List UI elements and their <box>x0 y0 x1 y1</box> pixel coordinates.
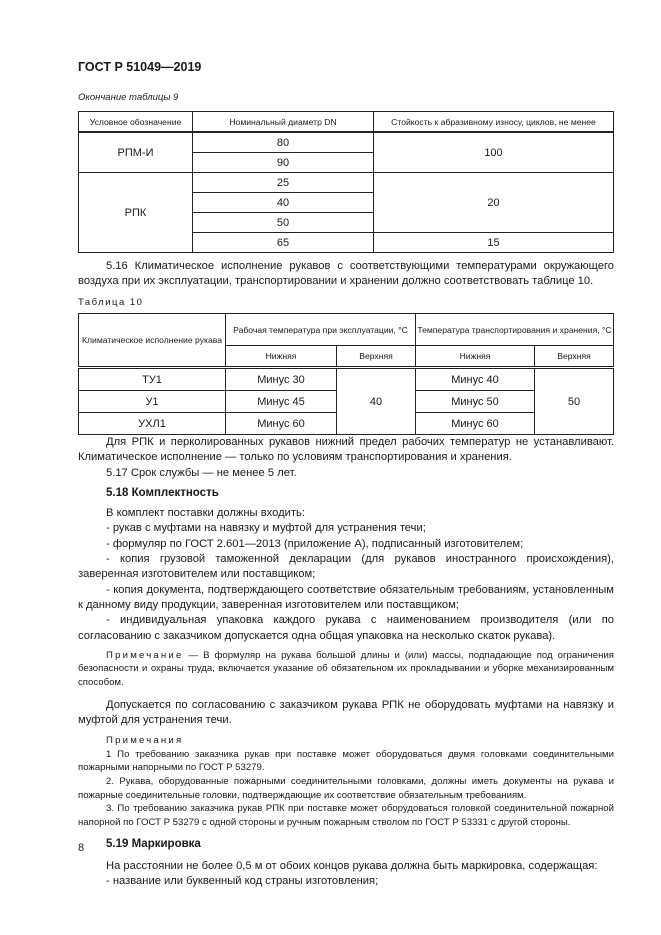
table-cell: Минус 50 <box>416 391 535 413</box>
table-cell: Минус 30 <box>226 368 337 391</box>
table-cell: 90 <box>193 153 374 173</box>
table-cell: Минус 60 <box>226 413 337 435</box>
note-label: Примечание <box>106 649 184 661</box>
page-number: 8 <box>78 842 85 854</box>
document-header: ГОСТ Р 51049—2019 <box>78 60 202 74</box>
table-cell: 50 <box>535 368 614 435</box>
body-text <box>78 435 614 889</box>
note-item: 2. Рукава, оборудованные пожарными соединительными головками, должны иметь документы на рукава и пожарные соединительные головки, подтверждающие их соответствие обязательным требованиям. <box>78 776 614 801</box>
notes <box>78 734 614 829</box>
table-cell: 65 <box>193 233 374 253</box>
table-cell: 80 <box>193 132 374 153</box>
table-cell: Минус 60 <box>416 413 535 435</box>
list-item: - рукав с муфтами на навязку и муфтой для устранения течи; <box>106 522 426 535</box>
section-heading: 5.19 Маркировка <box>106 838 201 851</box>
table-header: Стойкость к абразивному износу, циклов, не менее <box>374 112 614 133</box>
table-9 <box>78 111 614 253</box>
table-cell: 20 <box>374 173 614 233</box>
note-item: 3. По требованию заказчика рукав РПК при поставке может оборудоваться головкой соединительной пожарной напорной по ГОСТ Р 53279 с одной стороны и ручным пожарным стволом по ГОСТ Р 53331 с другой стороны. <box>78 803 614 828</box>
table-header: Нижняя <box>416 346 535 368</box>
list-item: - название или буквенный код страны изготовления; <box>106 874 379 887</box>
note-item: 1 По требованию заказчика рукав при поставке может оборудоваться двумя головками соединительными пожарными напорными по ГОСТ Р 53279. <box>78 748 614 774</box>
table-cell: 15 <box>374 233 614 253</box>
table9-caption: Окончание таблицы 9 <box>78 92 179 103</box>
notes-label: Примечания <box>106 735 184 747</box>
table-10 <box>78 313 614 435</box>
paragraph: Допускается по согласованию с заказчиком рукава РПК не оборудовать муфтами на навязку и муфтой для устранения течи. <box>78 698 614 726</box>
table-cell: РПК <box>79 173 193 253</box>
section-heading: 5.18 Комплектность <box>106 486 219 499</box>
table-cell: 50 <box>193 213 374 233</box>
list-item: - копия грузовой таможенной декларации (для рукавов иностранного происхождения), заверенная изготовителем или поставщиком; <box>78 553 614 581</box>
table-header: Нижняя <box>226 346 337 368</box>
table-cell: 40 <box>193 193 374 213</box>
list-item: - копия документа, подтверждающего соответствие обязательным требованиям, установленным к данному виду продукции, заверенная изготовителем или поставщиком; <box>78 583 614 611</box>
table-cell: 25 <box>193 173 374 193</box>
table-header: Номинальный диаметр DN <box>193 112 374 133</box>
table-header: Климатическое исполнение рукава <box>79 314 226 368</box>
table-header: Температура транспортирования и хранения, °С <box>416 314 614 346</box>
table-header: Верхняя <box>337 346 416 368</box>
table-cell: 100 <box>374 132 614 173</box>
section-5-16 <box>78 259 614 290</box>
table10-caption: Таблица 10 <box>78 297 144 308</box>
table-header: Условное обозначение <box>79 112 193 133</box>
table-cell: УХЛ1 <box>79 413 226 435</box>
table-header: Рабочая температура при эксплуатации, °С <box>226 314 416 346</box>
table-cell: 40 <box>337 368 416 435</box>
note <box>78 649 614 690</box>
table-cell: Минус 40 <box>416 368 535 391</box>
table-cell: Минус 45 <box>226 391 337 413</box>
table-cell: У1 <box>79 391 226 413</box>
paragraph: Для РПК и перколированных рукавов нижний предел рабочих температур не устанавливают. Климатическое исполнение — только по условиям транспортирования и хранения. <box>78 436 614 464</box>
note-text: — В формуляр на рукава большой длины и (или) массы, подпадающие под ограничения безопасности и охраны труда, включается указание об обязательном их прокладывании и уборке механизированным способом. <box>78 649 614 689</box>
table-header: Верхняя <box>535 346 614 368</box>
paragraph: В комплект поставки должны входить: <box>106 507 305 520</box>
table-cell: ТУ1 <box>79 368 226 391</box>
table-cell: РПМ-И <box>79 132 193 173</box>
list-item: - индивидуальная упаковка каждого рукава с наименованием производителя (или по согласованию с заказчиком допускается одна общая упаковка на несколько скаток рукава). <box>78 614 614 642</box>
paragraph: 5.17 Срок службы — не менее 5 лет. <box>106 466 297 479</box>
paragraph: 5.16 Климатическое исполнение рукавов с соответствующими температурами окружающего воздуха при их эксплуатации, транспортировании и хранении должно соответствовать таблице 10. <box>78 260 614 288</box>
paragraph: На расстоянии не более 0,5 м от обоих концов рукава должна быть маркировка, содержащая: <box>106 859 598 872</box>
list-item: - формуляр по ГОСТ 2.601—2013 (приложение А), подписанный изготовителем; <box>106 537 524 550</box>
